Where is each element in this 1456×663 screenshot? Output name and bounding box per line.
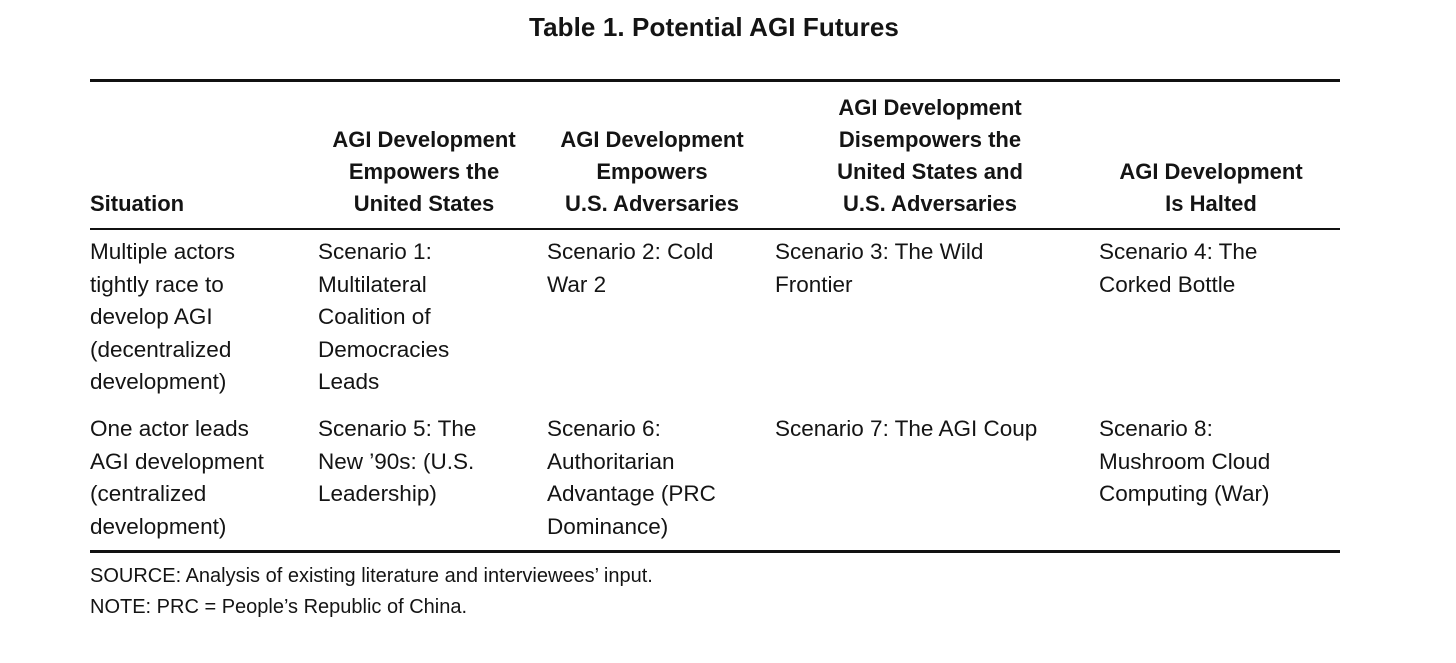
scenario-5-cell (318, 413, 476, 511)
cell-line: development) (90, 513, 227, 539)
header-line: Disempowers the (838, 127, 1022, 152)
header-line: AGI Development (560, 127, 744, 152)
cell-line: Authoritarian (547, 448, 675, 474)
table-title: Table 1. Potential AGI Futures (529, 12, 899, 42)
cell-line: Frontier (775, 271, 853, 297)
header-line: Is Halted (1165, 191, 1257, 216)
cell-line: Corked Bottle (1099, 271, 1236, 297)
cell-line: Dominance) (547, 513, 669, 539)
header-line: AGI Development (332, 127, 516, 152)
header-line: U.S. Adversaries (842, 191, 1018, 216)
source-note: SOURCE: Analysis of existing literature and interviewees’ input. (90, 565, 653, 587)
cell-line: Scenario 6: (547, 416, 661, 441)
cell-line: Advantage (PRC (547, 481, 716, 506)
header-line: U.S. Adversaries (564, 191, 740, 216)
cell-line: One actor leads (90, 416, 249, 441)
cell-line: Multiple actors (90, 239, 236, 264)
cell-line: Mushroom Cloud (1099, 448, 1271, 474)
cell-line: Scenario 7: The AGI Coup (775, 416, 1038, 441)
cell-line: Scenario 2: Cold (547, 239, 714, 264)
cell-line: Scenario 8: (1099, 416, 1213, 441)
cell-line: Coalition of (318, 304, 431, 329)
cell-line: (decentralized (90, 336, 232, 362)
cell-line: Computing (War) (1099, 481, 1270, 506)
row-2-situation (90, 413, 264, 543)
scenario-7-cell (775, 413, 1037, 446)
scenario-4-cell (1099, 236, 1257, 301)
cell-line: Scenario 4: The (1099, 239, 1258, 264)
cell-line: AGI development (90, 448, 264, 474)
cell-line: New ’90s: (U.S. (318, 448, 475, 474)
scenario-6-cell (547, 413, 716, 543)
header-empowers-us (312, 90, 536, 220)
header-halted (1095, 90, 1327, 220)
cell-line: War 2 (547, 271, 607, 297)
cell-line: tightly race to (90, 271, 224, 297)
header-line: United States and (837, 159, 1023, 184)
header-line: Situation (90, 191, 185, 216)
header-disempowers-both (800, 90, 1060, 220)
scenario-2-cell (547, 236, 713, 301)
scenario-3-cell (775, 236, 983, 301)
header-line: Empowers the (348, 159, 500, 184)
cell-line: develop AGI (90, 304, 213, 329)
cell-line: Scenario 1: (318, 239, 432, 264)
table-top-rule (90, 79, 1340, 82)
table-bottom-rule (90, 550, 1340, 553)
cell-line: Leadership) (318, 481, 437, 506)
cell-line: (centralized (90, 481, 207, 506)
header-line: AGI Development (838, 95, 1022, 120)
header-situation (90, 90, 290, 220)
scenario-8-cell (1099, 413, 1270, 511)
cell-line: Scenario 3: The Wild (775, 239, 984, 264)
cell-line: Scenario 5: The (318, 416, 477, 441)
scenario-1-cell (318, 236, 449, 399)
header-empowers-adversaries (540, 90, 764, 220)
cell-line: Leads (318, 369, 380, 394)
abbreviation-note: NOTE: PRC = People’s Republic of China. (90, 596, 468, 618)
cell-line: development) (90, 369, 227, 394)
header-line: United States (353, 191, 495, 216)
header-line: Empowers (596, 159, 708, 184)
cell-line: Democracies (318, 336, 450, 362)
cell-line: Multilateral (318, 271, 427, 297)
header-line: AGI Development (1119, 159, 1303, 184)
header-bottom-rule (90, 228, 1340, 230)
row-1-situation (90, 236, 235, 399)
